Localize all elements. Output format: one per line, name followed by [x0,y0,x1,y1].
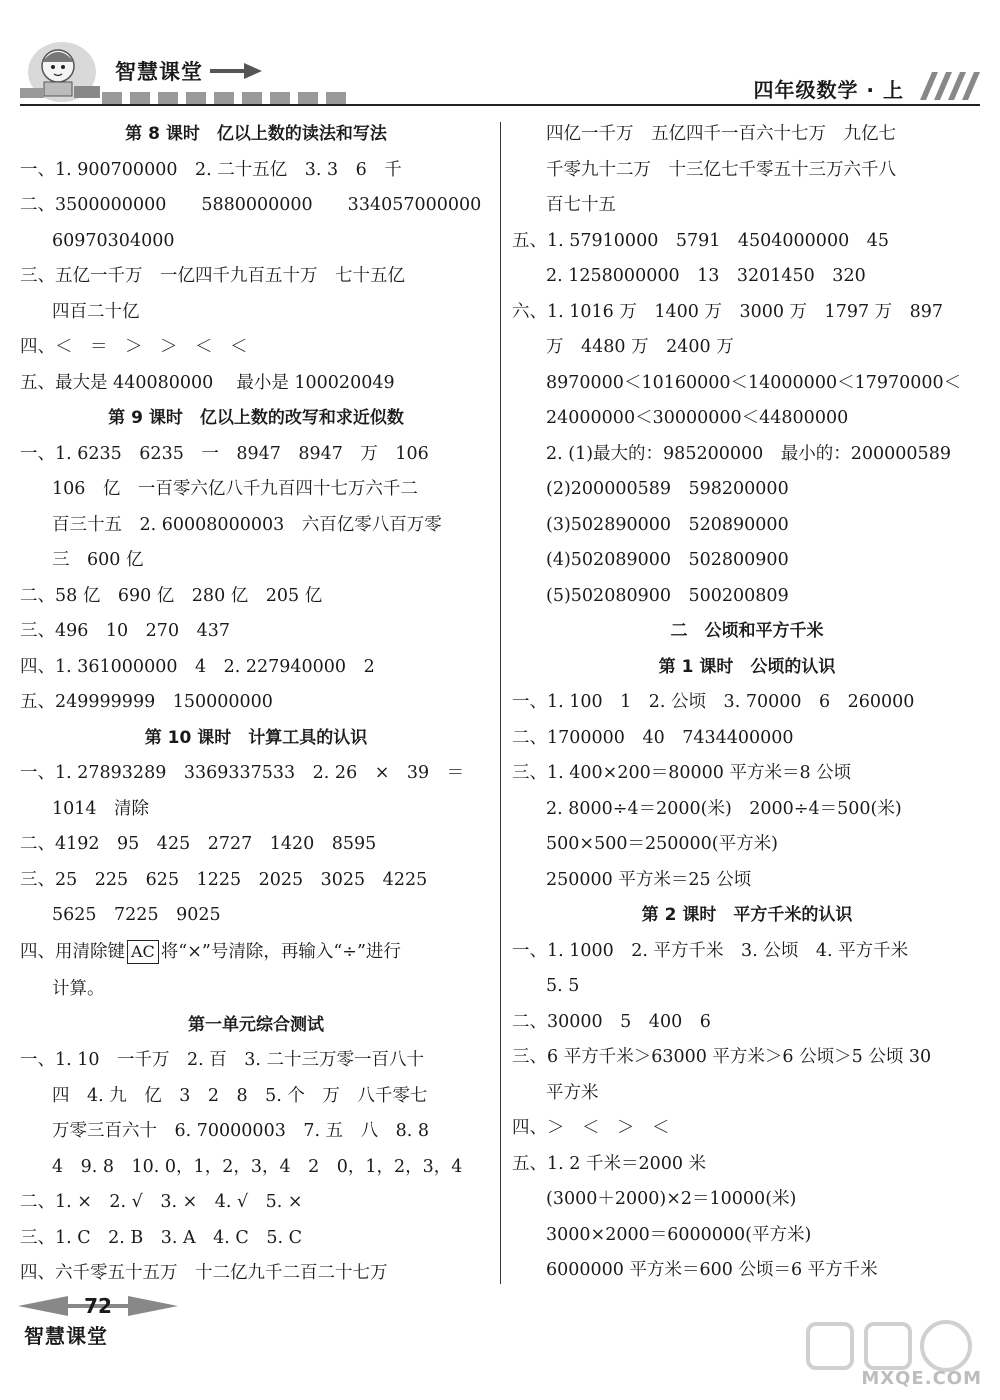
answer-line: 106 亿 一百零六亿八千九百四十七万六千二 [52,479,418,499]
answer-line: 四、＜ ＝ ＞ ＞ ＜ ＜ [20,337,248,357]
section-heading: 第 9 课时 亿以上数的改写和求近似数 [108,408,404,428]
answer-line: 24000000＜30000000＜44800000 [546,408,849,428]
answer-line: 百三十五 2. 60008000003 六百亿零八百万零 [52,514,442,535]
answer-line: 四亿一千万 五亿四千一百六十七万 九亿七 [546,124,896,144]
answer-line: 二、58 亿 690 亿 280 亿 205 亿 [20,585,323,606]
answer-line: 四、1. 361000000 4 2. 227940000 2 [20,656,375,677]
answer-line: 2. 8000÷4＝2000(米) 2000÷4＝500(米) [546,798,902,819]
answer-line: (3)502890000 520890000 [546,514,789,535]
answer-line: 二、30000 5 400 6 [512,1011,711,1032]
answer-line: 五、1. 2 千米＝2000 米 [512,1153,707,1174]
arrow-icon [210,60,262,82]
answer-line: (4)502089000 502800900 [546,550,789,570]
answer-line: 8970000＜10160000＜14000000＜17970000＜ [546,372,962,393]
answer-line: 2. 1258000000 13 3201450 320 [546,266,866,286]
section-heading: 第 1 课时 公顷的认识 [658,656,836,677]
footer-brand: 智慧课堂 [24,1324,108,1348]
page-footer [18,1292,218,1352]
answer-line: 五、最大是 440080000 最小是 100020049 [20,372,395,393]
answer-line: 三、五亿一千万 一亿四千九百五十万 七十五亿 [20,266,405,286]
answer-line: 二、1700000 40 7434400000 [512,727,794,748]
answer-line: 二、4192 95 425 2727 1420 8595 [20,834,377,854]
answer-line: (2)200000589 598200000 [546,479,789,499]
answer-text: 将“×”号清除，再输入“÷”进行 [160,941,401,962]
answer-line [20,934,492,971]
answer-line: 250000 平方米＝25 公顷 [546,869,752,890]
answer-line: 万 4480 万 2400 万 [546,337,734,357]
answer-line: 一、1. 10 一千万 2. 百 3. 二十三万零一百八十 [20,1050,425,1070]
answer-line: 500×500＝250000(平方米) [546,834,778,854]
answer-line: 5625 7225 9025 [52,905,221,925]
answer-line: 一、1. 1000 2. 平方千米 3. 公顷 4. 平方千米 [512,940,909,961]
header-rule [20,104,980,106]
section-heading: 第 10 课时 计算工具的认识 [144,727,368,748]
answer-line: 2. (1)最大的：985200000 最小的：200000589 [546,443,951,464]
answer-line: 三 600 亿 [52,550,144,570]
answer-line: 5. 5 [546,976,580,996]
section-heading: 第 8 课时 亿以上数的读法和写法 [125,124,387,144]
answer-line: (3000＋2000)×2＝10000(米) [546,1189,797,1209]
watermark-text: MXQE.COM [861,1368,982,1389]
answer-line: 百七十五 [546,195,616,215]
answer-text: 四、用清除键 [20,941,125,962]
answer-line: 一、1. 27893289 3369337533 2. 26 × 39 ＝ [20,763,465,783]
answer-line: (5)502080900 500200809 [546,585,789,606]
answer-line: 五、249999999 150000000 [20,692,273,712]
answer-line: 四百二十亿 [52,301,140,322]
answer-line: 一、1. 6235 6235 一 8947 8947 万 106 [20,443,429,464]
mascot-girl-icon [14,36,110,104]
page-number: 72 [84,1294,112,1318]
brand-title: 智慧课堂 [115,60,203,84]
answer-line: 五、1. 57910000 5791 4504000000 45 [512,230,889,251]
answer-line: 三、496 10 270 437 [20,621,230,641]
ac-key-label: AC [127,940,159,964]
answer-line: 千零九十二万 十三亿七千零五十三万六千八 [546,159,896,180]
answer-line: 60970304000 [52,230,175,251]
answer-line: 四、＞ ＜ ＞ ＜ [512,1118,670,1138]
stripes-icon [910,72,980,100]
answer-line: 1014 清除 [52,798,150,819]
answer-line: 六、1. 1016 万 1400 万 3000 万 1797 万 897 [512,301,944,322]
answer-line: 一、1. 900700000 2. 二十五亿 3. 3 6 千 [20,159,402,180]
section-heading: 第 2 课时 平方千米的认识 [641,905,853,925]
answer-line: 4 9. 8 10. 0，1，2，3，4 2 0，1，2，3，4 [52,1156,463,1177]
answer-line: 三、6 平方千米＞63000 平方米＞6 公顷＞5 公顷 30 [512,1047,932,1067]
column-divider [500,122,501,1284]
answer-line: 计算。 [52,978,105,999]
grade-subject-title: 四年级数学 · 上 [753,78,904,102]
answer-line: 3000×2000＝6000000(平方米) [546,1224,812,1245]
answer-line: 一、1. 100 1 2. 公顷 3. 70000 6 260000 [512,692,915,712]
section-heading: 二 公顷和平方千米 [670,621,824,641]
answer-line: 四、六千零五十五万 十二亿九千二百二十七万 [20,1263,388,1283]
answer-line: 三、25 225 625 1225 2025 3025 4225 [20,869,428,890]
right-column [512,117,982,1289]
answer-line: 平方米 [546,1082,599,1103]
answer-line: 三、1. 400×200＝80000 平方米＝8 公顷 [512,763,852,783]
answer-line: 二、3500000000 5880000000 334057000000 [20,195,482,215]
answer-line: 四 4. 九 亿 3 2 8 5. 个 万 八千零七 [52,1085,428,1106]
answer-line: 二、1. × 2. √ 3. × 4. √ 5. × [20,1192,303,1212]
answer-line: 三、1. C 2. B 3. A 4. C 5. C [20,1227,302,1248]
answer-line: 万零三百六十 6. 70000003 7. 五 八 8. 8 [52,1121,429,1141]
answer-line: 6000000 平方米＝600 公顷＝6 平方千米 [546,1260,878,1280]
section-heading: 第一单元综合测试 [188,1014,324,1035]
left-column [20,117,492,1292]
page-header [0,0,1000,112]
